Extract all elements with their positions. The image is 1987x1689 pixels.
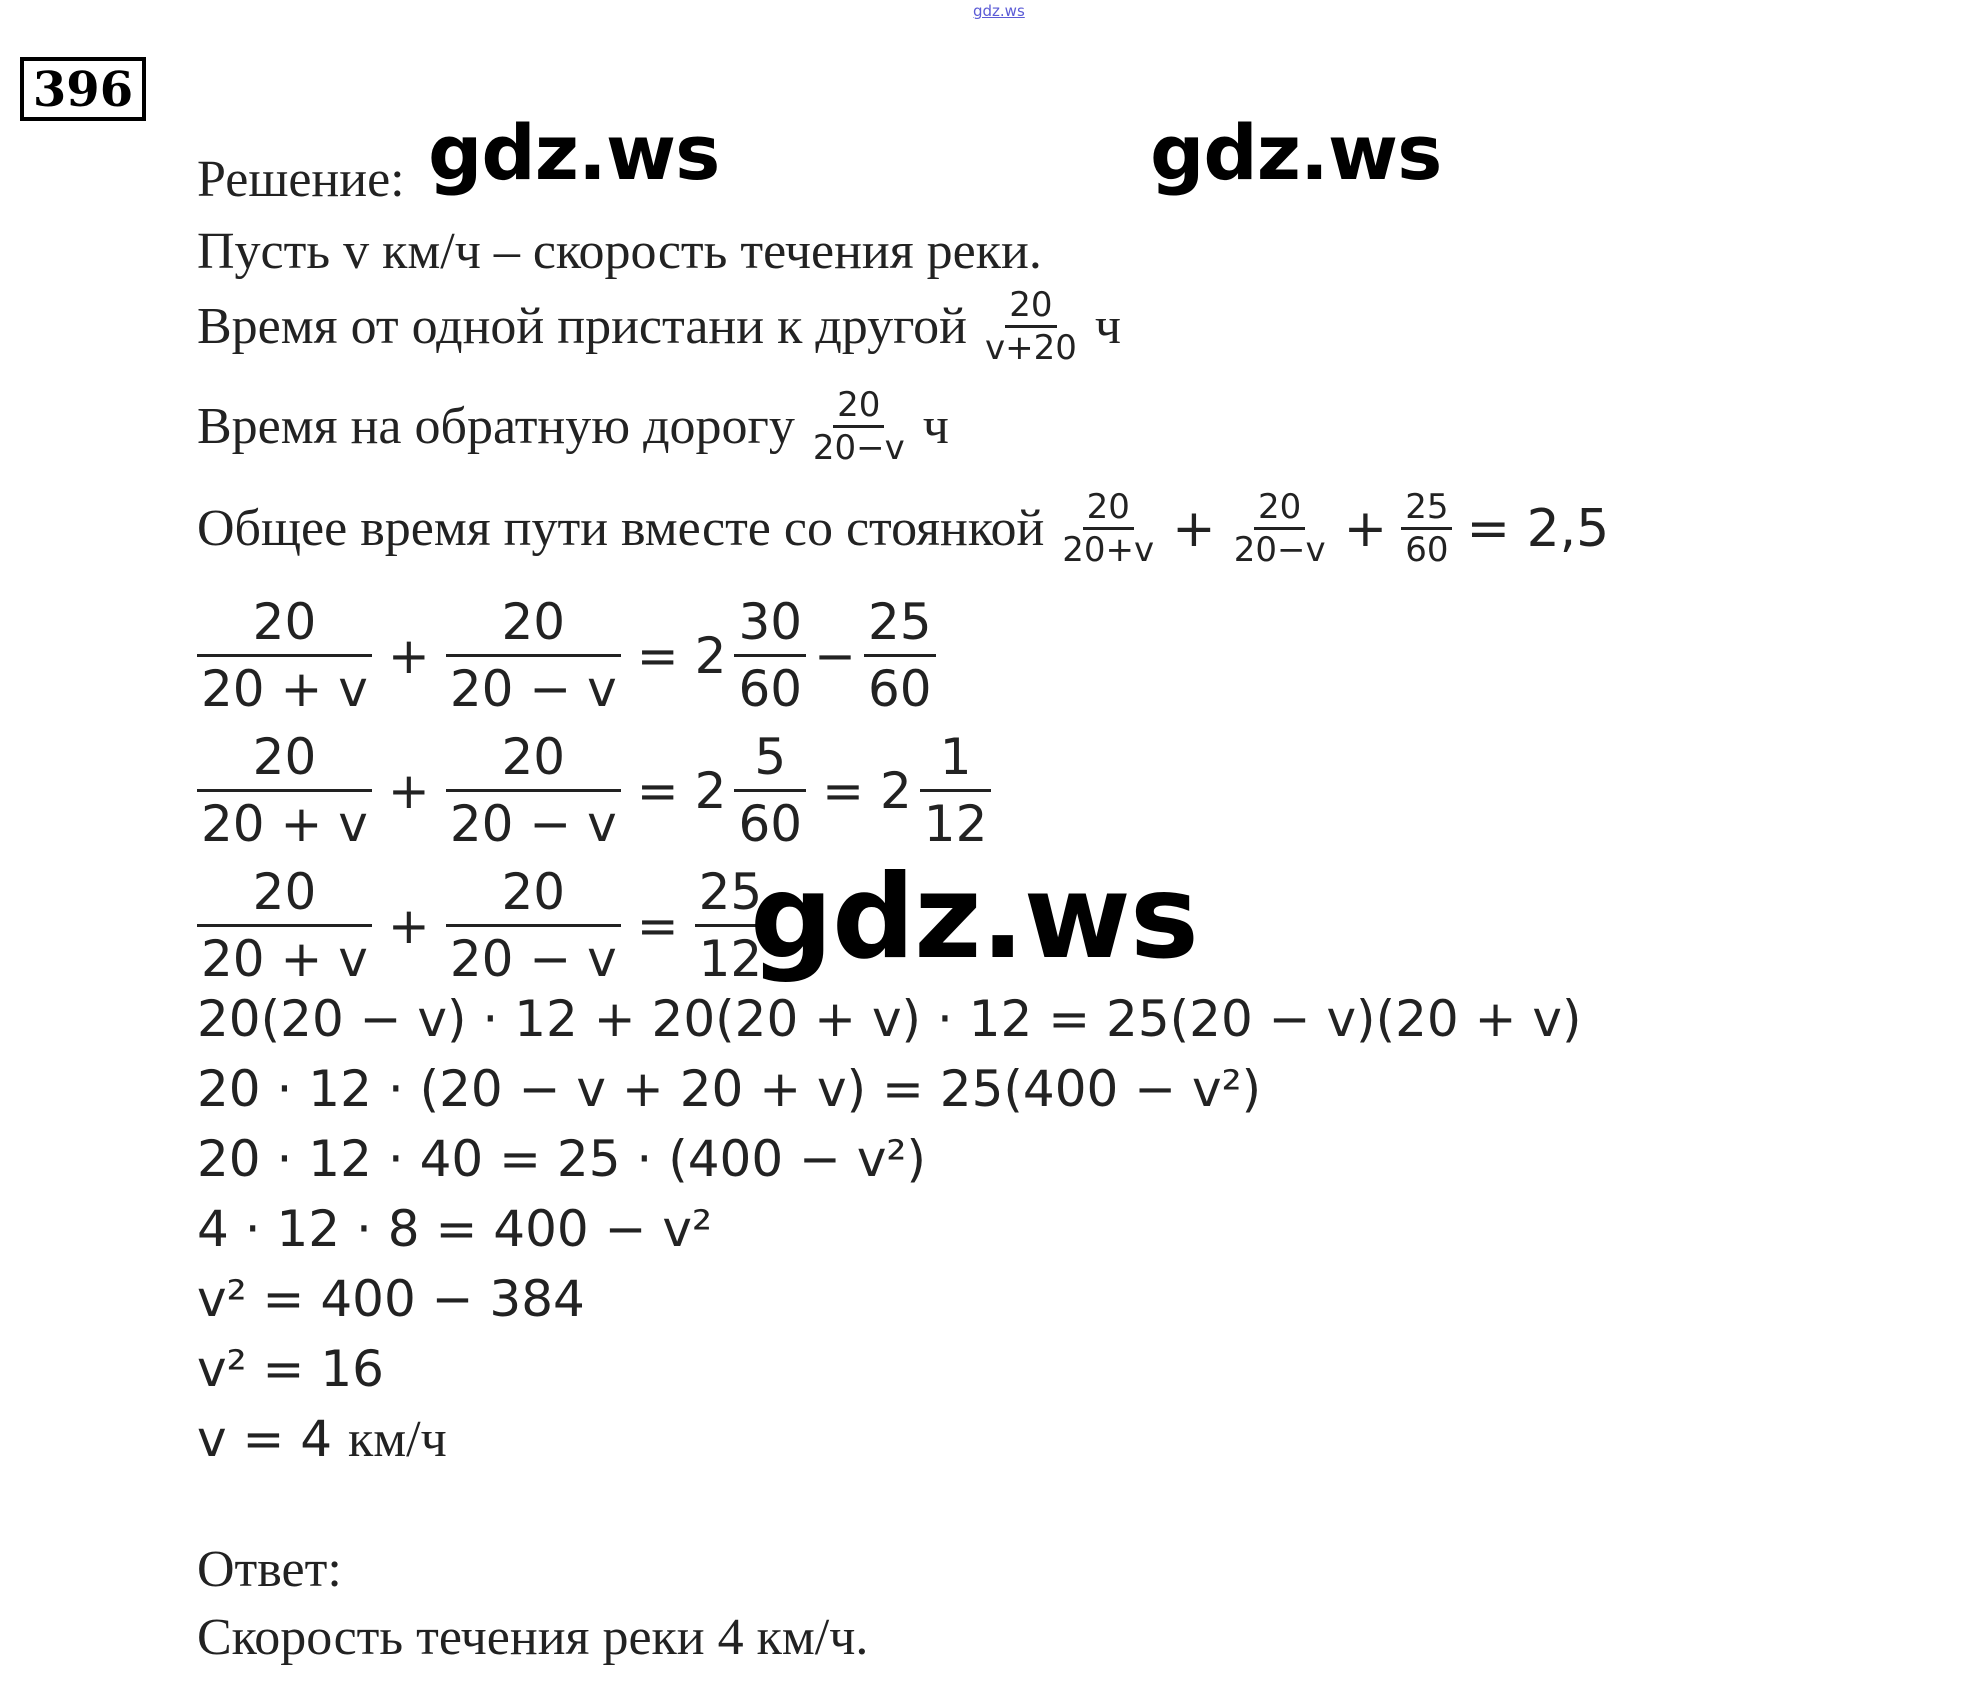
equation-1 — [197, 590, 936, 721]
line2-text: Время от одной пристани к другой — [197, 298, 967, 355]
equals-sign: = — [636, 896, 679, 955]
let-statement: Пусть v км/ч – скорость течения реки. — [197, 223, 1042, 280]
fraction-denominator: 20−v — [812, 428, 905, 468]
fraction-numerator: 20 — [1254, 487, 1305, 530]
solution-line-3 — [197, 385, 949, 468]
fraction — [446, 725, 621, 856]
fraction — [197, 590, 372, 721]
fraction-numerator: 20 — [197, 590, 372, 657]
fraction-denominator: 60 — [1405, 530, 1449, 570]
answer-label-text: Ответ: — [197, 1541, 342, 1598]
watermark: gdz.ws — [750, 850, 1198, 985]
equals-sign: = — [636, 626, 679, 685]
plus-sign: + — [1343, 498, 1388, 559]
fraction-numerator: 30 — [734, 590, 806, 657]
fraction — [864, 590, 936, 721]
problem-number: 396 — [20, 57, 146, 121]
step-line: 20 · 12 · (20 − v + 20 + v) = 25(400 − v²) — [197, 1060, 1262, 1118]
unit-label: ч — [922, 398, 949, 455]
plus-sign: + — [387, 761, 430, 820]
step-line: v² = 16 — [197, 1340, 384, 1398]
fraction-denominator: 12 — [698, 930, 763, 988]
fraction-numerator: 20 — [446, 590, 621, 657]
fraction — [920, 725, 992, 856]
fraction-term-1 — [1058, 487, 1158, 570]
fraction-denominator: 20 − v — [449, 930, 617, 988]
plus-sign: + — [387, 896, 430, 955]
fraction-term-2 — [1230, 487, 1330, 570]
equation-3 — [197, 860, 766, 991]
watermark: gdz.ws — [1150, 108, 1442, 197]
top-watermark-link[interactable]: gdz.ws — [973, 2, 1025, 20]
fraction — [734, 725, 806, 856]
fraction-denominator: 20 − v — [449, 660, 617, 718]
line3-text: Время на обратную дорогу — [197, 398, 795, 455]
fraction — [197, 860, 372, 991]
step-line: 20 · 12 · 40 = 25 · (400 − v²) — [197, 1130, 926, 1188]
fraction — [446, 860, 621, 991]
fraction-denominator: 20−v — [1233, 530, 1326, 570]
fraction-denominator: v+20 — [984, 328, 1077, 368]
solution-line-4 — [197, 487, 1609, 570]
line4-text: Общее время пути вместе со стоянкой — [197, 500, 1045, 557]
solution-line-1 — [197, 222, 1042, 281]
fraction — [734, 590, 806, 721]
mixed-whole: 2 — [694, 761, 727, 820]
minus-sign: − — [814, 626, 856, 685]
final-result — [197, 1410, 447, 1469]
equals-value: = 2,5 — [1466, 498, 1610, 559]
step-line: 20(20 − v) · 12 + 20(20 + v) · 12 = 25(20 − v)(20 + v) — [197, 990, 1582, 1048]
final-expression: v = 4 — [197, 1410, 333, 1468]
fraction-denominator: 20+v — [1062, 530, 1155, 570]
fraction-denominator: 20 − v — [449, 795, 617, 853]
fraction-denominator: 60 — [867, 660, 932, 718]
step-line: 4 · 12 · 8 = 400 − v² — [197, 1200, 713, 1258]
equation-2 — [197, 725, 991, 856]
fraction-downstream-time — [981, 285, 1081, 368]
fraction-denominator: 20 + v — [201, 660, 368, 718]
fraction-numerator: 25 — [695, 860, 767, 927]
fraction-numerator: 25 — [1401, 487, 1452, 530]
fraction-numerator: 5 — [734, 725, 806, 792]
fraction-upstream-time — [809, 385, 909, 468]
answer-label — [197, 1540, 342, 1599]
fraction-numerator: 20 — [446, 860, 621, 927]
unit-label: ч — [1094, 298, 1122, 355]
fraction-numerator: 1 — [920, 725, 992, 792]
final-unit: км/ч — [348, 1411, 447, 1468]
fraction-denominator: 60 — [738, 795, 803, 853]
fraction — [446, 590, 621, 721]
equals-sign: = — [636, 761, 679, 820]
mixed-whole: 2 — [879, 761, 912, 820]
solution-line-2 — [197, 285, 1121, 368]
plus-sign: + — [1172, 498, 1216, 559]
solution-label-text: Решение: — [197, 151, 405, 208]
fraction-numerator: 20 — [446, 725, 621, 792]
watermark: gdz.ws — [428, 108, 720, 197]
fraction-numerator: 20 — [197, 725, 372, 792]
answer-sentence: Скорость течения реки 4 км/ч. — [197, 1609, 869, 1666]
fraction — [197, 725, 372, 856]
fraction-denominator: 20 + v — [201, 795, 368, 853]
mixed-whole: 2 — [694, 626, 727, 685]
answer-text — [197, 1608, 868, 1667]
fraction-denominator: 60 — [738, 660, 803, 718]
fraction-numerator: 20 — [833, 385, 884, 428]
fraction-denominator: 20 + v — [201, 930, 368, 988]
equals-sign: = — [822, 761, 864, 820]
fraction-term-3 — [1401, 487, 1452, 570]
fraction-numerator: 20 — [1005, 285, 1056, 328]
solution-label — [197, 150, 405, 209]
fraction-numerator: 20 — [1083, 487, 1134, 530]
fraction-denominator: 12 — [923, 795, 988, 853]
fraction-numerator: 25 — [864, 590, 936, 657]
plus-sign: + — [387, 626, 430, 685]
fraction-numerator: 20 — [197, 860, 372, 927]
step-line: v² = 400 − 384 — [197, 1270, 585, 1328]
